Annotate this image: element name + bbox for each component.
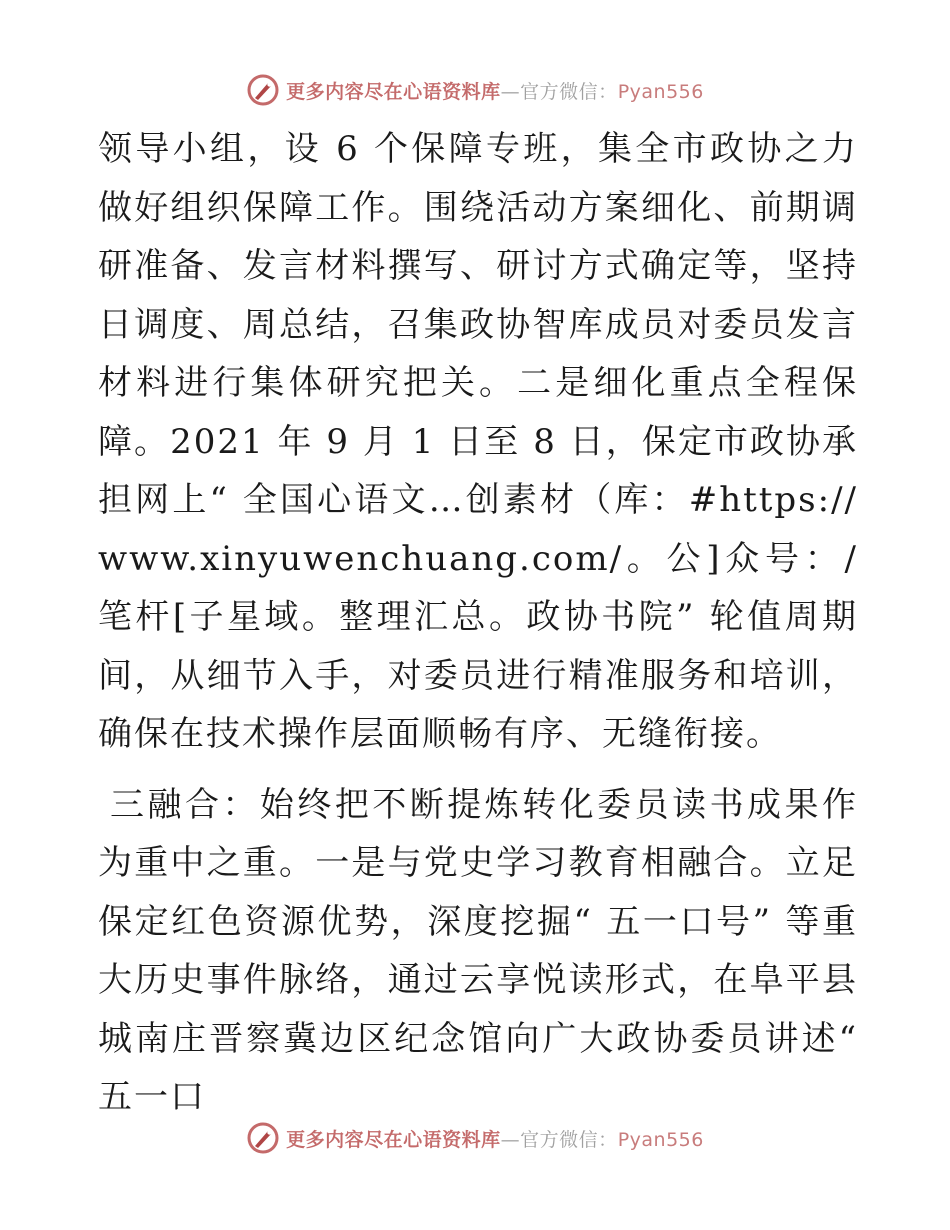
watermark-wechat-id: Pyan556 bbox=[617, 1128, 704, 1151]
watermark-brand: 更多内容尽在心语资料库 bbox=[286, 80, 501, 103]
footer-watermark bbox=[0, 1118, 950, 1158]
watermark-wechat-id: Pyan556 bbox=[617, 80, 704, 103]
watermark-text bbox=[286, 1125, 704, 1152]
watermark-separator: — bbox=[500, 80, 521, 103]
watermark-separator: — bbox=[500, 1128, 521, 1151]
body-paragraph: 三融合：始终把不断提炼转化委员读书成果作为重中之重。一是与党史学习教育相融合。立足保定红色资源优势，深度挖掘“ 五一口号” 等重大历史事件脉络，通过云享悦读形式，在阜平县城南庄晋察冀边区纪念馆向广大政协委员讲述“ 五一口 bbox=[98, 784, 858, 1117]
watermark-label: 官方微信： bbox=[520, 1128, 618, 1151]
document-body bbox=[98, 120, 858, 1127]
header-watermark bbox=[0, 70, 950, 110]
watermark-brand: 更多内容尽在心语资料库 bbox=[286, 1128, 501, 1151]
pen-nib-logo-icon bbox=[246, 1121, 280, 1155]
body-paragraph: 领导小组，设 6 个保障专班，集全市政协之力做好组织保障工作。围绕活动方案细化、前期调研准备、发言材料撰写、研讨方式确定等，坚持日调度、周总结，召集政协智库成员对委员发言材料进行集体研究把关。二是细化重点全程保障。2021 年 9 月 1 日至 8 日，保定市政协承担网上“ 全国心语文…创素材（库：#https://www.xinyuwenchuang.com/。公]众号：/笔杆[子星域。整理汇总。政协书院” 轮值周期间，从细节入手，对委员进行精准服务和培训，确保在技术操作层面顺畅有序、无缝衔接。 bbox=[98, 129, 858, 754]
watermark-text bbox=[286, 77, 704, 104]
watermark-label: 官方微信： bbox=[520, 80, 618, 103]
pen-nib-logo-icon bbox=[246, 73, 280, 107]
